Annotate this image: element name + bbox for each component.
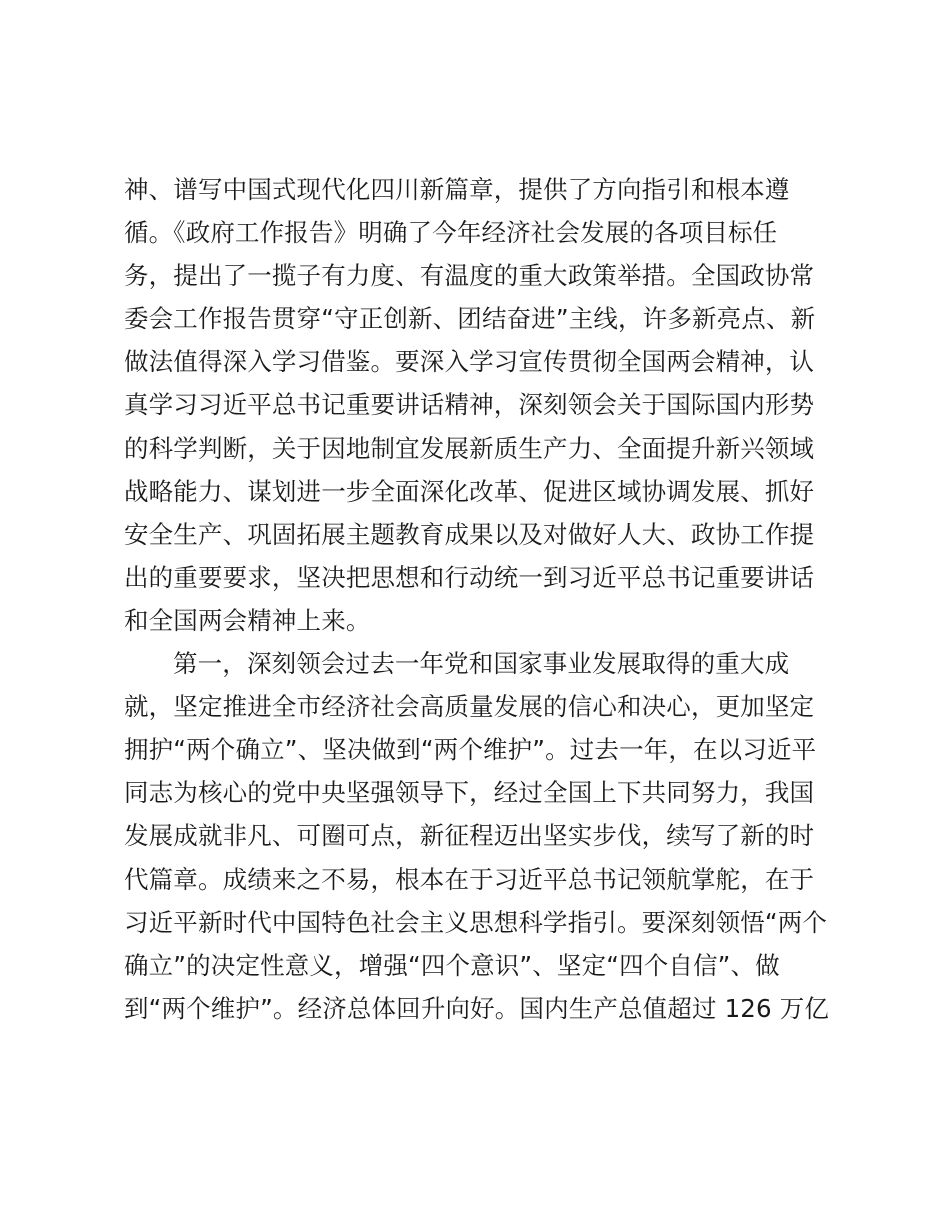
- paragraph-line: 和全国两会精神上来。: [124, 605, 371, 635]
- document-body: [124, 168, 844, 1030]
- paragraph-line: 委会工作报告贯穿“守正创新、团结奋进”主线，许多新亮点、新: [124, 304, 816, 334]
- paragraph-line: 的科学判断，关于因地制宜发展新质生产力、全面提升新兴领域: [124, 433, 815, 463]
- paragraph-line: 习近平新时代中国特色社会主义思想科学指引。要深刻领悟“两个: [124, 907, 828, 937]
- paragraph-line: 循。《政府工作报告》明确了今年经济社会发展的各项目标任: [124, 218, 778, 248]
- paragraph-line: 真学习习近平总书记重要讲话精神，深刻领会关于国际国内形势: [124, 390, 815, 420]
- paragraph-line: 拥护“两个确立”、坚决做到“两个维护”。过去一年，在以习近平: [124, 735, 817, 765]
- paragraph-line: 同志为核心的党中央坚强领导下，经过全国上下共同努力，我国: [124, 778, 815, 808]
- paragraph-line: 做法值得深入学习借鉴。要深入学习宣传贯彻全国两会精神，认: [124, 347, 815, 377]
- paragraph-first-line: 第一，深刻领会过去一年党和国家事业发展取得的重大成: [173, 649, 790, 679]
- paragraph-line: 神、谱写中国式现代化四川新篇章，提供了方向指引和根本遵: [124, 175, 790, 204]
- paragraph-line: 安全生产、巩固拓展主题教育成果以及对做好人大、政协工作提: [124, 519, 815, 549]
- paragraph-line: 战略能力、谋划进一步全面深化改革、促进区域协调发展、抓好: [124, 476, 815, 506]
- paragraph-line: 发展成就非凡、可圈可点，新征程迈出坚实步伐，续写了新的时: [124, 821, 815, 851]
- paragraph-line: 代篇章。成绩来之不易，根本在于习近平总书记领航掌舵，在于: [124, 864, 815, 894]
- paragraph-line: 到“两个维护”。经济总体回升向好。国内生产总值超过 126 万亿: [124, 993, 830, 1023]
- paragraph-line: 就，坚定推进全市经济社会高质量发展的信心和决心，更加坚定: [124, 692, 815, 722]
- paragraph-line: 确立”的决定性意义，增强“四个意识”、坚定“四个自信”、做: [124, 950, 780, 980]
- paragraph-line: 出的重要要求，坚决把思想和行动统一到习近平总书记重要讲话: [124, 562, 815, 592]
- paragraph-line: 务，提出了一揽子有力度、有温度的重大政策举措。全国政协常: [124, 261, 815, 291]
